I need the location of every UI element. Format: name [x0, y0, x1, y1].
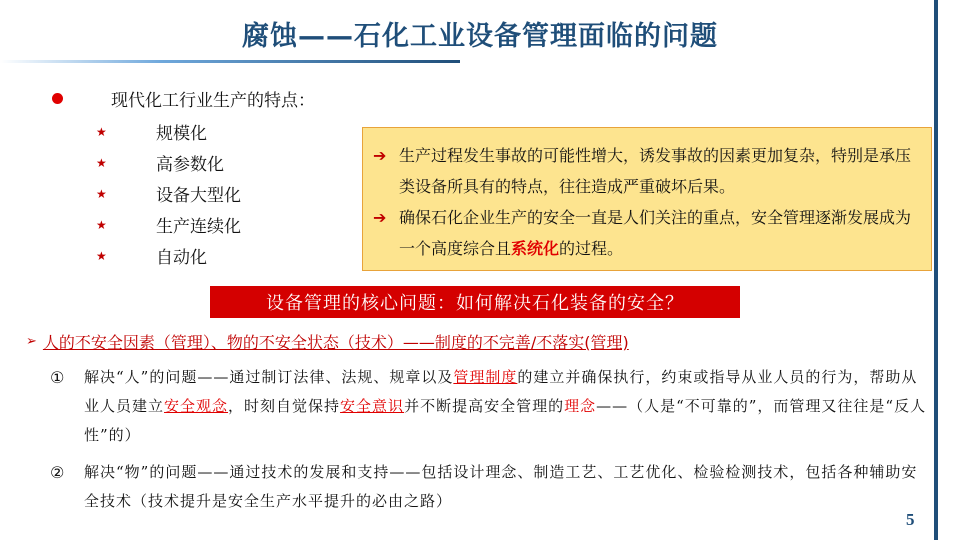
highlight-box — [362, 127, 932, 271]
circled-number: ① — [50, 368, 65, 387]
cause-headline-text: 人的不安全因素（管理）、物的不安全状态（技术）——制度的不完善/不落实(管理) — [42, 333, 629, 352]
bullet-dot-icon — [52, 93, 63, 104]
features-heading-row — [52, 86, 315, 111]
page-number: 5 — [906, 510, 915, 529]
highlight-term: 管理制度 — [453, 368, 518, 386]
point-one — [50, 363, 930, 450]
box-point-text: 生产过程发生事故的可能性增大，诱发事故的因素更加复杂，特别是承压类设备所具有的特点，往往造成严重破坏后果。 — [399, 146, 912, 196]
features-list — [96, 116, 241, 271]
arrow-right-icon: ➔ — [373, 208, 387, 227]
cause-headline — [26, 330, 629, 353]
title-underline — [0, 60, 460, 63]
point-two — [50, 458, 930, 516]
arrow-right-icon: ➔ — [373, 146, 387, 165]
list-item: ★ 设备大型化 — [96, 186, 241, 206]
star-icon: ★ — [96, 124, 107, 139]
list-item: ★ 生产连续化 — [96, 217, 241, 237]
highlight-term: 理念 — [564, 397, 597, 415]
box-point-text: 确保石化企业生产的安全一直是人们关注的重点，安全管理逐渐发展成为一个高度综合且系统化的过程。 — [399, 208, 912, 258]
star-icon: ★ — [96, 217, 107, 232]
circled-number: ② — [50, 463, 65, 482]
page-title: 腐蚀——石化工业设备管理面临的问题 — [242, 21, 718, 52]
right-edge-bar — [934, 0, 938, 540]
highlight-term: 安全意识 — [340, 397, 405, 415]
features-heading: 现代化工行业生产的特点： — [111, 91, 315, 111]
list-item: ★ 规模化 — [96, 124, 207, 144]
star-icon: ★ — [96, 248, 107, 263]
star-icon: ★ — [96, 186, 107, 201]
core-question-banner: 设备管理的核心问题：如何解决石化装备的安全？ — [210, 286, 740, 318]
triangle-bullet-icon: ➢ — [26, 334, 37, 349]
box-point — [373, 202, 921, 264]
highlight-term: 系统化 — [511, 239, 560, 258]
highlight-term: 安全观念 — [164, 397, 229, 415]
star-icon: ★ — [96, 155, 107, 170]
list-item: ★ 自动化 — [96, 248, 207, 268]
box-point — [373, 140, 921, 202]
point-two-text: 解决“物”的问题——通过技术的发展和支持——包括设计理念、制造工艺、工艺优化、检验检测技术，包括各种辅助安全技术（技术提升是安全生产水平提升的必由之路） — [84, 463, 918, 510]
point-one-text: 解决“人”的问题——通过制订法律、法规、规章以及管理制度的建立并确保执行，约束或指导从业人员的行为，帮助从业人员建立安全观念，时刻自觉保持安全意识并不断提高安全管理的理念——（人是“不可靠的”，而管理又往往是“反人性”的） — [84, 368, 927, 444]
list-item: ★ 高参数化 — [96, 155, 224, 175]
